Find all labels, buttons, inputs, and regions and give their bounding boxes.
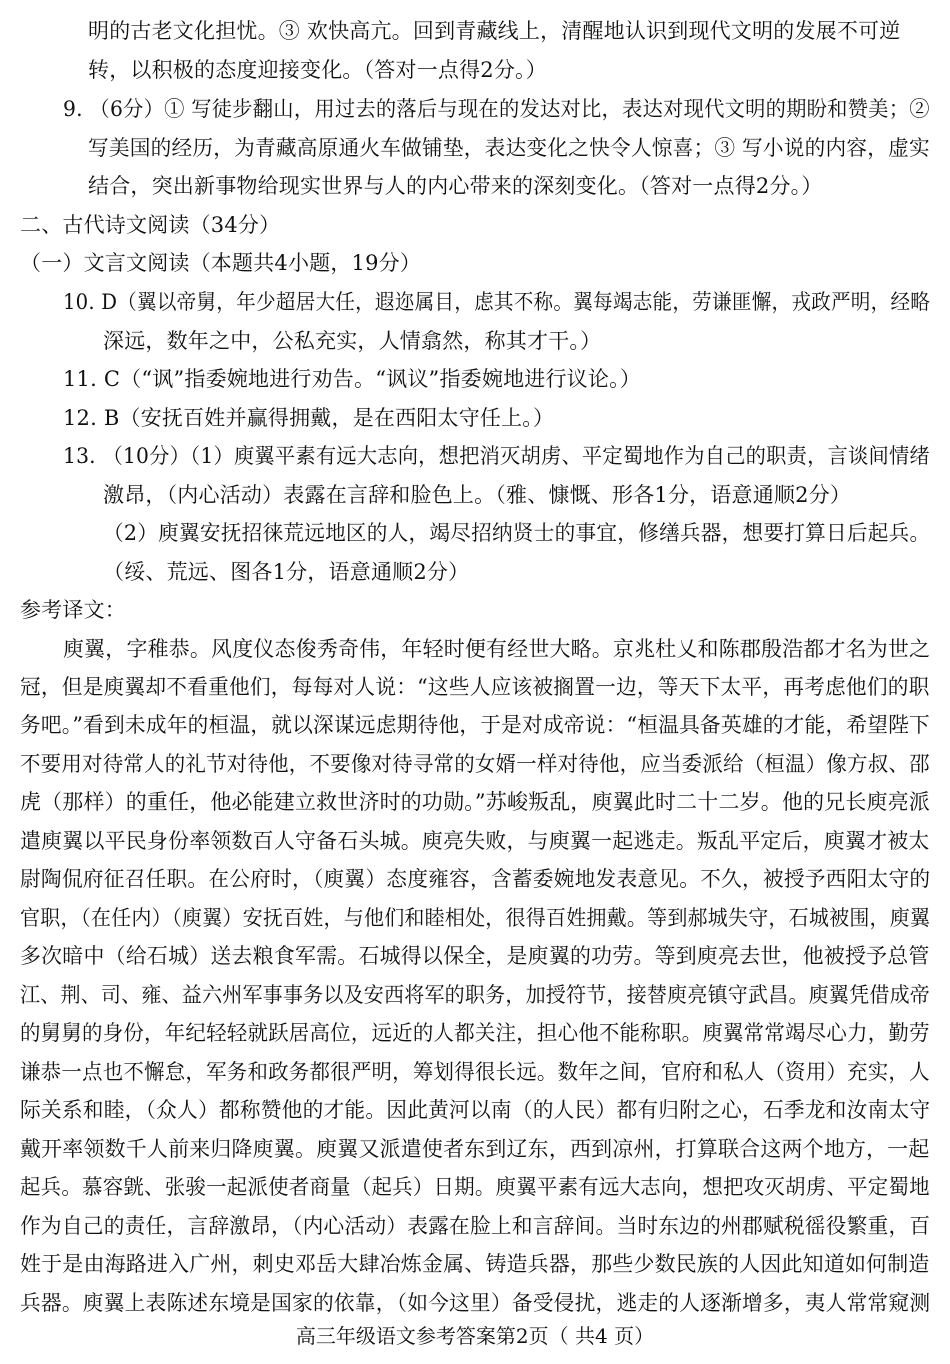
translation-line: 官职，（在任内）（庾翼）安抚百姓，与他们和睦相处，很得百姓拥戴。等到郝城失守，石城被围，庾翼: [20, 906, 931, 930]
translation-line: 尉陶侃府征召任职。在公府时，（庾翼）态度雍容，含蓄委婉地发表意见。不久，被授予西阳太守的: [20, 867, 931, 891]
translation-line: 戴开率领数千人前来归降庾翼。庾翼又派遣使者东到辽东，西到凉州，打算联合这两个地方，一起: [20, 1137, 930, 1161]
item13-line-1: 13. （10分）（1）庾翼平素有远大志向，想把消灭胡虏、平定蜀地作为自己的职责，言谈间情绪: [63, 444, 930, 468]
translation-line: 务吧。”看到未成年的桓温，就以深谋远虑期待他，于是对成帝说：“桓温具备英雄的才能，希望陛下: [20, 713, 930, 737]
translation-line: 虎（那样）的重任，他必能建立救世济时的功勋。”苏峻叛乱，庾翼此时二十二岁。他的兄长庾亮派: [20, 790, 931, 814]
translation-line: 江、荆、司、雍、益六州军事事务以及安西将军的职务，加授符节，接替庾亮镇守武昌。庾翼凭借成帝: [20, 983, 931, 1007]
translation-line: 作为自己的责任，言辞激昂，（内心活动）表露在脸上和言辞间。当时东边的州郡赋税徭役繁重，百: [20, 1214, 931, 1238]
translation-line: 际关系和睦，（众人）都称赞他的才能。因此黄河以南（的人民）都有归附之心，石季龙和汝南太守: [20, 1098, 931, 1122]
section2-heading: 二、古代诗文阅读（34分）: [20, 213, 281, 237]
translation-line: 姓于是由海路进入广州，刺史邓岳大肆冶炼金属、铸造兵器，那些少数民族的人因此知道如何制造: [20, 1252, 930, 1276]
translation-line: 不要用对待常人的礼节对待他，不要像对待寻常的女婿一样对待他，应当委派给（桓温）像方叔、邵: [20, 752, 930, 776]
subsection1-heading: （一）文言文阅读（本题共4小题，19分）: [20, 251, 422, 275]
translation-line: 的舅舅的身份，年纪轻轻就跃居高位，远近的人都关注，担心他不能称职。庾翼常常竭尽心力，勤劳: [20, 1021, 930, 1045]
page-footer: 高三年级语文参考答案第2页（ 共4 页）: [295, 1324, 655, 1348]
translation-line: 谦恭一点也不懈怠，军务和政务都很严明，筹划得很长远。数年之间，官府和私人（资用）充实，人: [20, 1060, 930, 1084]
item11: 11. C（“讽”指委婉地进行劝告。“讽议”指委婉地进行议论。）: [63, 367, 641, 391]
translation-line: 庾翼，字稚恭。风度仪态俊秀奇伟，年轻时便有经世大略。京兆杜乂和陈郡殷浩都才名为世之: [63, 637, 931, 661]
translation-line: 冠，但是庾翼却不看重他们，每每对人说：“这些人应该被搁置一边，等天下太平，再考虑他们的职: [20, 675, 930, 699]
item13-line-4: （绥、荒远、图各1分，语意通顺2分）: [103, 560, 470, 584]
translation-line: 起兵。慕容皝、张骏一起派使者商量（起兵）日期。庾翼平素有远大志向，想把攻灭胡虏、平定蜀地: [20, 1175, 930, 1199]
item9-line-3: 结合，突出新事物给现实世界与人的内心带来的深刻变化。（答对一点得2分。）: [88, 174, 823, 198]
translation-heading: 参考译文：: [20, 598, 126, 622]
item8-line-2: 转，以积极的态度迎接变化。（答对一点得2分。）: [88, 58, 547, 82]
item12: 12. B（安抚百姓并赢得拥戴，是在西阳太守任上。）: [63, 406, 555, 430]
item10-line-2: 深远，数年之中，公私充实，人情翕然，称其才干。）: [103, 329, 602, 353]
item8-line-1: 明的古老文化担忧。③ 欢快高亢。回到青藏线上，清醒地认识到现代文明的发展不可逆: [88, 19, 901, 43]
translation-line: 兵器。庾翼上表陈述东境是国家的依靠，（如今这里）备受侵扰，逃走的人逐渐增多，夷人常常窥测: [20, 1291, 931, 1315]
translation-line: 多次暗中（给石城）送去粮食军需。石城得以保全，是庾翼的功劳。等到庾亮去世，他被授予总管: [20, 944, 930, 968]
item13-line-3: （2）庾翼安抚招徕荒远地区的人，竭尽招纳贤士的事宜，修缮兵器，想要打算日后起兵。: [103, 521, 931, 545]
item13-line-2: 激昂，（内心活动）表露在言辞和脸色上。（雅、慷慨、形各1分，语意通顺2分）: [103, 483, 852, 507]
item9-line-1: 9. （6分）① 写徒步翻山，用过去的落后与现在的发达对比，表达对现代文明的期盼和赞美；②: [63, 97, 930, 121]
translation-line: 遣庾翼以平民身份率领数百人守备石头城。庾亮失败，与庾翼一起逃走。叛乱平定后，庾翼才被太: [20, 829, 930, 853]
item9-line-2: 写美国的经历，为青藏高原通火车做铺垫，表达变化之快令人惊喜；③ 写小说的内容，虚实: [88, 136, 930, 160]
item10-line-1: 10. D（翼以帝舅，年少超居大任，遐迩属目，虑其不称。翼每竭志能，劳谦匪懈，戎政严明，经略: [63, 290, 931, 314]
